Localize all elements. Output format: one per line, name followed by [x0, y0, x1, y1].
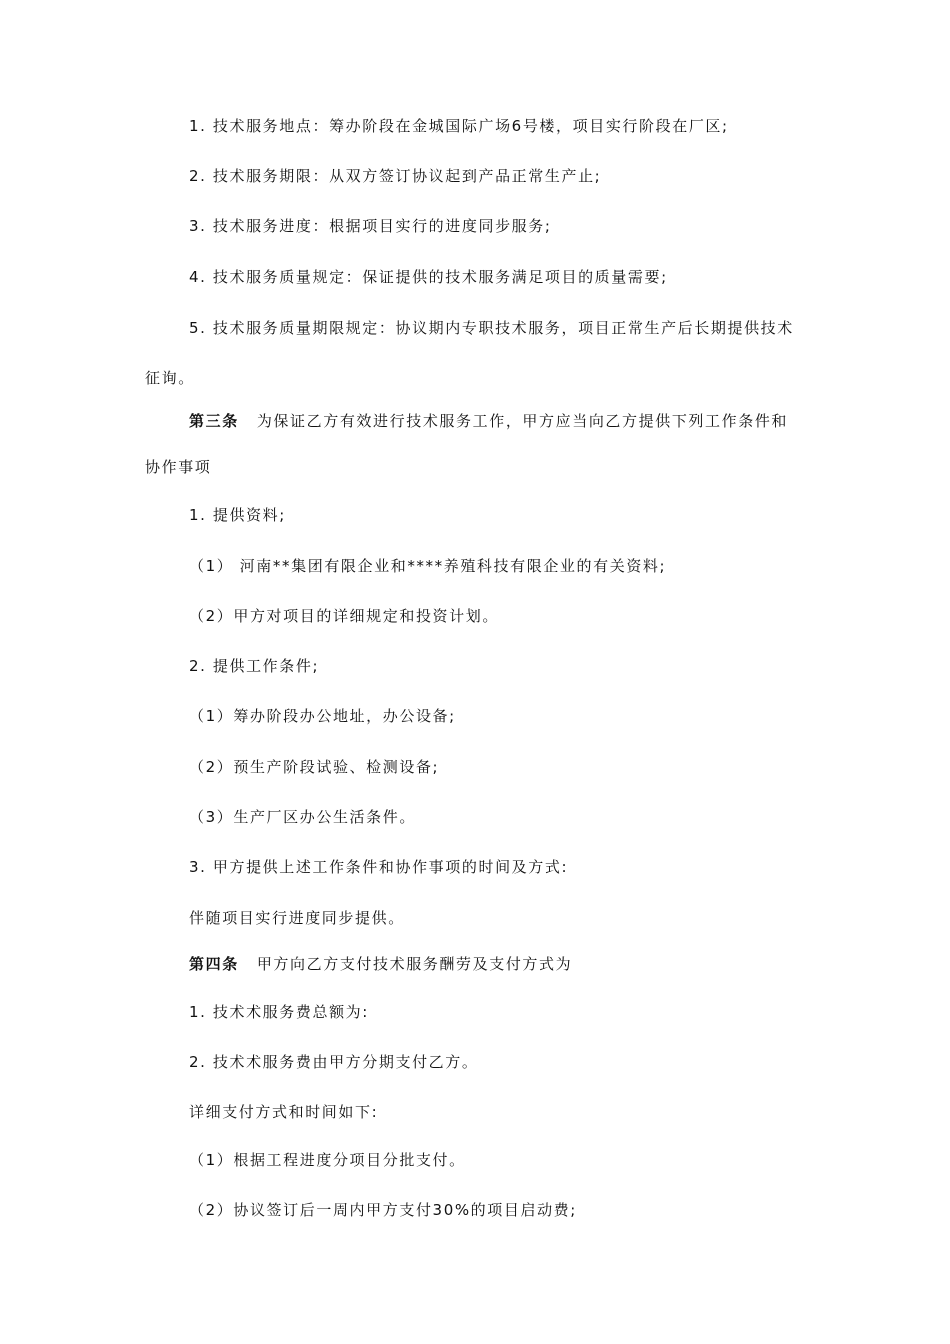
provide-materials-item: 1. 提供资料; — [189, 506, 286, 524]
installments-item: 2. 技术术服务费由甲方分期支付乙方。 — [189, 1053, 479, 1071]
condition-item-3: （3）生产厂区办公生活条件。 — [189, 808, 416, 826]
article4-heading: 第四条 — [189, 955, 239, 973]
condition-item-2: （2）预生产阶段试验、检测设备; — [189, 758, 440, 776]
quality-period-item-line1: 5. 技术服务质量期限规定：协议期内专职技术服务，项目正常生产后长期提供技术 — [189, 319, 794, 337]
service-quality-item: 4. 技术服务质量规定：保证提供的技术服务满足项目的质量需要; — [189, 268, 668, 286]
article4-text: 甲方向乙方支付技术服务酬劳及支付方式为 — [256, 955, 573, 973]
timing-item: 3. 甲方提供上述工作条件和协作事项的时间及方式: — [189, 858, 569, 876]
provide-conditions-item: 2. 提供工作条件; — [189, 657, 320, 675]
quality-period-item-line2: 征询。 — [145, 369, 195, 387]
article4-paragraph — [189, 954, 572, 974]
article3-heading: 第三条 — [189, 412, 239, 430]
article3-text-line1: 为保证乙方有效进行技术服务工作，甲方应当向乙方提供下列工作条件和 — [256, 412, 789, 430]
condition-item-1: （1）筹办阶段办公地址，办公设备; — [189, 707, 456, 725]
payment-method-item-1: （1）根据工程进度分项目分批支付。 — [189, 1151, 466, 1169]
timing-answer: 伴随项目实行进度同步提供。 — [189, 909, 405, 927]
service-progress-item: 3. 技术服务进度：根据项目实行的进度同步服务; — [189, 217, 552, 235]
article3-paragraph — [189, 411, 788, 431]
total-fee-item: 1. 技术术服务费总额为: — [189, 1003, 369, 1021]
payment-method-item-2: （2）协议签订后一周内甲方支付30%的项目启动费; — [189, 1201, 577, 1219]
service-location-item: 1. 技术服务地点：筹办阶段在金城国际广场6号楼，项目实行阶段在厂区; — [189, 117, 729, 135]
payment-method-intro: 详细支付方式和时间如下: — [189, 1103, 379, 1121]
service-period-item: 2. 技术服务期限：从双方签订协议起到产品正常生产止; — [189, 167, 602, 185]
material-item-2: （2）甲方对项目的详细规定和投资计划。 — [189, 607, 499, 625]
article3-text-line2: 协作事项 — [145, 458, 212, 476]
material-item-1: （1） 河南**集团有限企业和****养殖科技有限企业的有关资料; — [189, 557, 667, 575]
